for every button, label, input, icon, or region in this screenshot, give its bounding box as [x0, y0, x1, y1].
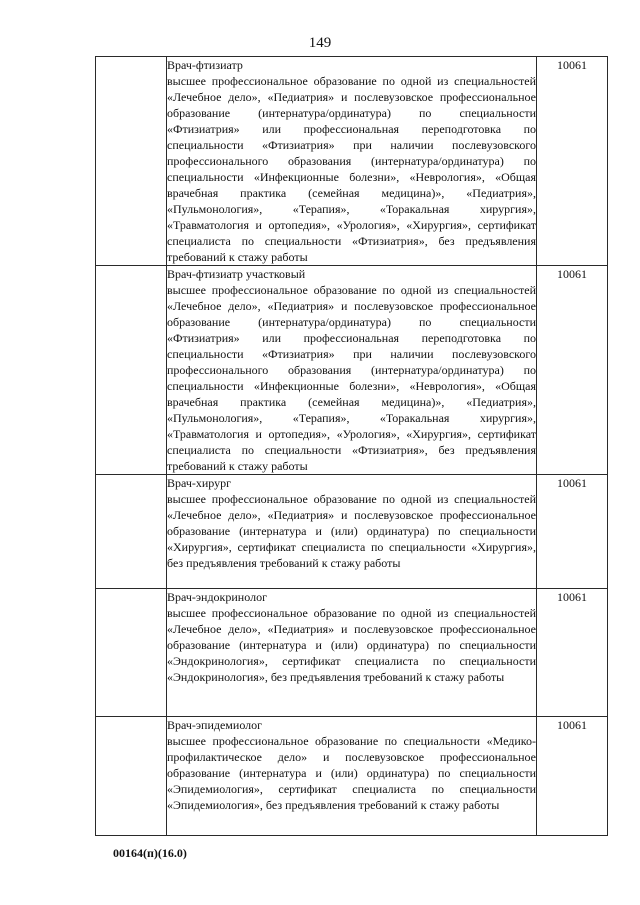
page-number: 149	[308, 35, 332, 51]
position-cell	[167, 475, 537, 589]
empty-cell	[96, 57, 167, 266]
position-cell	[167, 57, 537, 266]
position-requirements: высшее профессиональное образование по одной из специальностей «Лечебное дело», «Педиатрия» и послевузовское профессиональное образование (интернатура и (или) ординатура) по специальности «Эндокринология», сертификат специалиста по специальности «Эндокринология», без предъявления требований к стажу работы	[167, 606, 536, 684]
empty-cell	[96, 475, 167, 589]
empty-cell	[96, 589, 167, 717]
position-title: Врач-хирург	[167, 476, 232, 490]
position-requirements: высшее профессиональное образование по одной из специальностей «Лечебное дело», «Педиатрия» и послевузовское профессиональное образование (интернатура и (или) ординатура) по специальности «Хирургия», сертификат специалиста по специальности «Хирургия», без предъявления требований к стажу работы	[167, 492, 536, 570]
code-cell: 10061	[537, 589, 608, 717]
qualification-table	[95, 56, 608, 836]
position-title: Врач-фтизиатр	[167, 58, 243, 72]
table-row	[96, 717, 608, 836]
position-requirements: высшее профессиональное образование по специальности «Медико-профилактическое дело» и послевузовское профессиональное образование (интернатура и (или) ординатура) по специальности «Эпидемиология», сертификат специалиста по специальности «Эпидемиология», без предъявления требований к стажу работы	[167, 734, 536, 812]
position-title: Врач-эпидемиолог	[167, 718, 263, 732]
empty-cell	[96, 717, 167, 836]
table-row	[96, 589, 608, 717]
position-title: Врач-эндокринолог	[167, 590, 267, 604]
position-cell	[167, 589, 537, 717]
table-row	[96, 266, 608, 475]
position-requirements: высшее профессиональное образование по одной из специальностей «Лечебное дело», «Педиатрия» и послевузовское профессиональное образование (интернатура/ординатура) по специальности «Фтизиатрия» или профессиональная переподготовка по специальности «Фтизиатрия» при наличии послевузовского профессионального образования (интернатура/ординатура) по специальности «Инфекционные болезни», «Неврология», «Общая врачебная практика (семейная медицина)», «Педиатрия», «Пульмонология», «Терапия», «Торакальная хирургия», «Травматология и ортопедия», «Урология», «Хирургия», сертификат специалиста по специальности «Фтизиатрия», без предъявления требований к стажу работы	[167, 74, 536, 264]
position-cell	[167, 266, 537, 475]
code-cell: 10061	[537, 57, 608, 266]
position-cell	[167, 717, 537, 836]
code-cell: 10061	[537, 475, 608, 589]
position-requirements: высшее профессиональное образование по одной из специальностей «Лечебное дело», «Педиатрия» и послевузовское профессиональное образование (интернатура/ординатура) по специальности «Фтизиатрия» или профессиональная переподготовка по специальности «Фтизиатрия» при наличии послевузовского профессионального образования (интернатура/ординатура) по специальности «Инфекционные болезни», «Неврология», «Общая врачебная практика (семейная медицина)», «Педиатрия», «Пульмонология», «Терапия», «Торакальная хирургия», «Травматология и ортопедия», «Урология», «Хирургия», сертификат специалиста по специальности «Фтизиатрия», без предъявления требований к стажу работы	[167, 283, 536, 473]
code-cell: 10061	[537, 266, 608, 475]
table-row	[96, 475, 608, 589]
empty-cell	[96, 266, 167, 475]
table-row	[96, 57, 608, 266]
document-footer-code: 00164(п)(16.0)	[113, 846, 187, 860]
position-title: Врач-фтизиатр участковый	[167, 267, 306, 281]
code-cell: 10061	[537, 717, 608, 836]
